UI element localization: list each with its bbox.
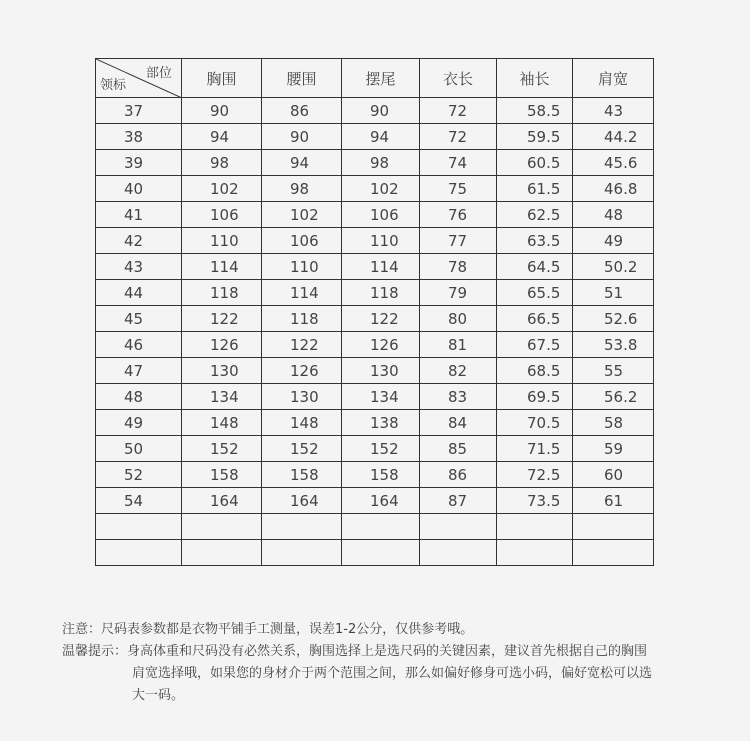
shoulder-cell: 49	[573, 228, 654, 254]
table-row	[96, 358, 654, 384]
chest-cell: 110	[182, 228, 262, 254]
neck-size-cell	[96, 514, 182, 540]
waist-cell: 98	[262, 176, 342, 202]
corner-label-tag: 领标	[100, 78, 127, 93]
shoulder-cell: 44.2	[573, 124, 654, 150]
neck-size-cell: 43	[96, 254, 182, 280]
neck-size-cell: 40	[96, 176, 182, 202]
chest-cell: 158	[182, 462, 262, 488]
neck-size-cell: 37	[96, 98, 182, 124]
table-row	[96, 98, 654, 124]
waist-cell: 122	[262, 332, 342, 358]
hem-cell	[342, 514, 420, 540]
length-cell	[420, 540, 497, 566]
table-row	[96, 254, 654, 280]
sleeve-cell: 60.5	[497, 150, 573, 176]
chest-cell: 118	[182, 280, 262, 306]
sleeve-cell: 59.5	[497, 124, 573, 150]
neck-size-cell: 39	[96, 150, 182, 176]
hem-cell: 130	[342, 358, 420, 384]
shoulder-cell: 50.2	[573, 254, 654, 280]
length-cell	[420, 514, 497, 540]
neck-size-cell: 46	[96, 332, 182, 358]
shoulder-cell: 56.2	[573, 384, 654, 410]
hem-cell: 122	[342, 306, 420, 332]
table-row	[96, 436, 654, 462]
sleeve-cell: 61.5	[497, 176, 573, 202]
sleeve-cell: 72.5	[497, 462, 573, 488]
shoulder-cell: 45.6	[573, 150, 654, 176]
shoulder-cell: 52.6	[573, 306, 654, 332]
sleeve-cell: 67.5	[497, 332, 573, 358]
neck-size-cell: 47	[96, 358, 182, 384]
hem-cell: 126	[342, 332, 420, 358]
neck-size-cell	[96, 540, 182, 566]
length-cell: 83	[420, 384, 497, 410]
shoulder-cell: 43	[573, 98, 654, 124]
length-cell: 75	[420, 176, 497, 202]
chest-cell: 102	[182, 176, 262, 202]
table-row	[96, 410, 654, 436]
neck-size-cell: 42	[96, 228, 182, 254]
sleeve-cell: 64.5	[497, 254, 573, 280]
chest-cell	[182, 514, 262, 540]
chest-cell: 152	[182, 436, 262, 462]
hem-cell: 138	[342, 410, 420, 436]
length-cell: 72	[420, 98, 497, 124]
shoulder-cell: 60	[573, 462, 654, 488]
shoulder-cell: 59	[573, 436, 654, 462]
waist-cell: 114	[262, 280, 342, 306]
size-chart-table	[95, 58, 654, 566]
neck-size-cell: 50	[96, 436, 182, 462]
length-cell: 79	[420, 280, 497, 306]
waist-cell: 164	[262, 488, 342, 514]
corner-label-part: 部位	[145, 66, 172, 81]
sleeve-cell: 66.5	[497, 306, 573, 332]
neck-size-cell: 44	[96, 280, 182, 306]
table-row	[96, 124, 654, 150]
chest-cell: 164	[182, 488, 262, 514]
length-cell: 78	[420, 254, 497, 280]
table-row	[96, 514, 654, 540]
header-waist: 腰围	[262, 59, 342, 98]
shoulder-cell: 48	[573, 202, 654, 228]
waist-cell	[262, 514, 342, 540]
header-chest: 胸围	[182, 59, 262, 98]
hem-cell: 118	[342, 280, 420, 306]
hem-cell: 114	[342, 254, 420, 280]
hem-cell: 94	[342, 124, 420, 150]
shoulder-cell	[573, 540, 654, 566]
corner-header-cell	[96, 59, 182, 98]
length-cell: 87	[420, 488, 497, 514]
chest-cell: 90	[182, 98, 262, 124]
note-tip-cont: 肩宽选择哦，如果您的身材介于两个范围之间，那么如偏好修身可选小码，偏好宽松可以选	[132, 666, 653, 681]
hem-cell: 110	[342, 228, 420, 254]
header-sleeve: 袖长	[497, 59, 573, 98]
neck-size-cell: 52	[96, 462, 182, 488]
waist-cell: 110	[262, 254, 342, 280]
table-row	[96, 540, 654, 566]
table-row	[96, 228, 654, 254]
table-row	[96, 384, 654, 410]
chest-cell: 106	[182, 202, 262, 228]
shoulder-cell: 53.8	[573, 332, 654, 358]
hem-cell: 152	[342, 436, 420, 462]
header-shoulder: 肩宽	[573, 59, 654, 98]
sleeve-cell: 62.5	[497, 202, 573, 228]
table-row	[96, 306, 654, 332]
length-cell: 86	[420, 462, 497, 488]
length-cell: 84	[420, 410, 497, 436]
waist-cell: 118	[262, 306, 342, 332]
chest-cell: 122	[182, 306, 262, 332]
sleeve-cell	[497, 540, 573, 566]
waist-cell: 148	[262, 410, 342, 436]
sleeve-cell: 58.5	[497, 98, 573, 124]
waist-cell: 102	[262, 202, 342, 228]
hem-cell: 90	[342, 98, 420, 124]
table-row	[96, 176, 654, 202]
length-cell: 77	[420, 228, 497, 254]
shoulder-cell: 61	[573, 488, 654, 514]
length-cell: 80	[420, 306, 497, 332]
hem-cell: 164	[342, 488, 420, 514]
table-row	[96, 488, 654, 514]
header-length: 衣长	[420, 59, 497, 98]
length-cell: 85	[420, 436, 497, 462]
hem-cell: 106	[342, 202, 420, 228]
hem-cell: 134	[342, 384, 420, 410]
table-row	[96, 280, 654, 306]
neck-size-cell: 54	[96, 488, 182, 514]
sleeve-cell: 70.5	[497, 410, 573, 436]
waist-cell: 86	[262, 98, 342, 124]
note-tip-end: 大一码。	[132, 688, 185, 703]
neck-size-cell: 49	[96, 410, 182, 436]
sleeve-cell: 73.5	[497, 488, 573, 514]
neck-size-cell: 45	[96, 306, 182, 332]
shoulder-cell	[573, 514, 654, 540]
chest-cell: 130	[182, 358, 262, 384]
notes-section	[62, 619, 652, 707]
note-measurement: 注意：尺码表参数都是衣物平铺手工测量，误差1-2公分，仅供参考哦。	[62, 622, 474, 637]
chest-cell: 126	[182, 332, 262, 358]
hem-cell	[342, 540, 420, 566]
shoulder-cell: 51	[573, 280, 654, 306]
sleeve-cell	[497, 514, 573, 540]
waist-cell: 94	[262, 150, 342, 176]
chest-cell	[182, 540, 262, 566]
length-cell: 82	[420, 358, 497, 384]
chest-cell: 134	[182, 384, 262, 410]
shoulder-cell: 58	[573, 410, 654, 436]
neck-size-cell: 48	[96, 384, 182, 410]
header-row	[96, 59, 654, 98]
table-row	[96, 150, 654, 176]
shoulder-cell: 55	[573, 358, 654, 384]
waist-cell: 90	[262, 124, 342, 150]
length-cell: 74	[420, 150, 497, 176]
waist-cell: 130	[262, 384, 342, 410]
table-row	[96, 332, 654, 358]
sleeve-cell: 71.5	[497, 436, 573, 462]
table-row	[96, 462, 654, 488]
shoulder-cell: 46.8	[573, 176, 654, 202]
waist-cell: 126	[262, 358, 342, 384]
length-cell: 81	[420, 332, 497, 358]
waist-cell: 158	[262, 462, 342, 488]
chest-cell: 148	[182, 410, 262, 436]
neck-size-cell: 38	[96, 124, 182, 150]
sleeve-cell: 65.5	[497, 280, 573, 306]
note-tip: 温馨提示：身高体重和尺码没有必然关系，胸围选择上是选尺码的关键因素，建议首先根据自己的胸围	[62, 644, 648, 659]
length-cell: 76	[420, 202, 497, 228]
hem-cell: 98	[342, 150, 420, 176]
header-hem: 摆尾	[342, 59, 420, 98]
hem-cell: 158	[342, 462, 420, 488]
waist-cell: 152	[262, 436, 342, 462]
length-cell: 72	[420, 124, 497, 150]
chest-cell: 94	[182, 124, 262, 150]
waist-cell: 106	[262, 228, 342, 254]
neck-size-cell: 41	[96, 202, 182, 228]
waist-cell	[262, 540, 342, 566]
chest-cell: 114	[182, 254, 262, 280]
sleeve-cell: 69.5	[497, 384, 573, 410]
hem-cell: 102	[342, 176, 420, 202]
sleeve-cell: 63.5	[497, 228, 573, 254]
chest-cell: 98	[182, 150, 262, 176]
sleeve-cell: 68.5	[497, 358, 573, 384]
table-row	[96, 202, 654, 228]
